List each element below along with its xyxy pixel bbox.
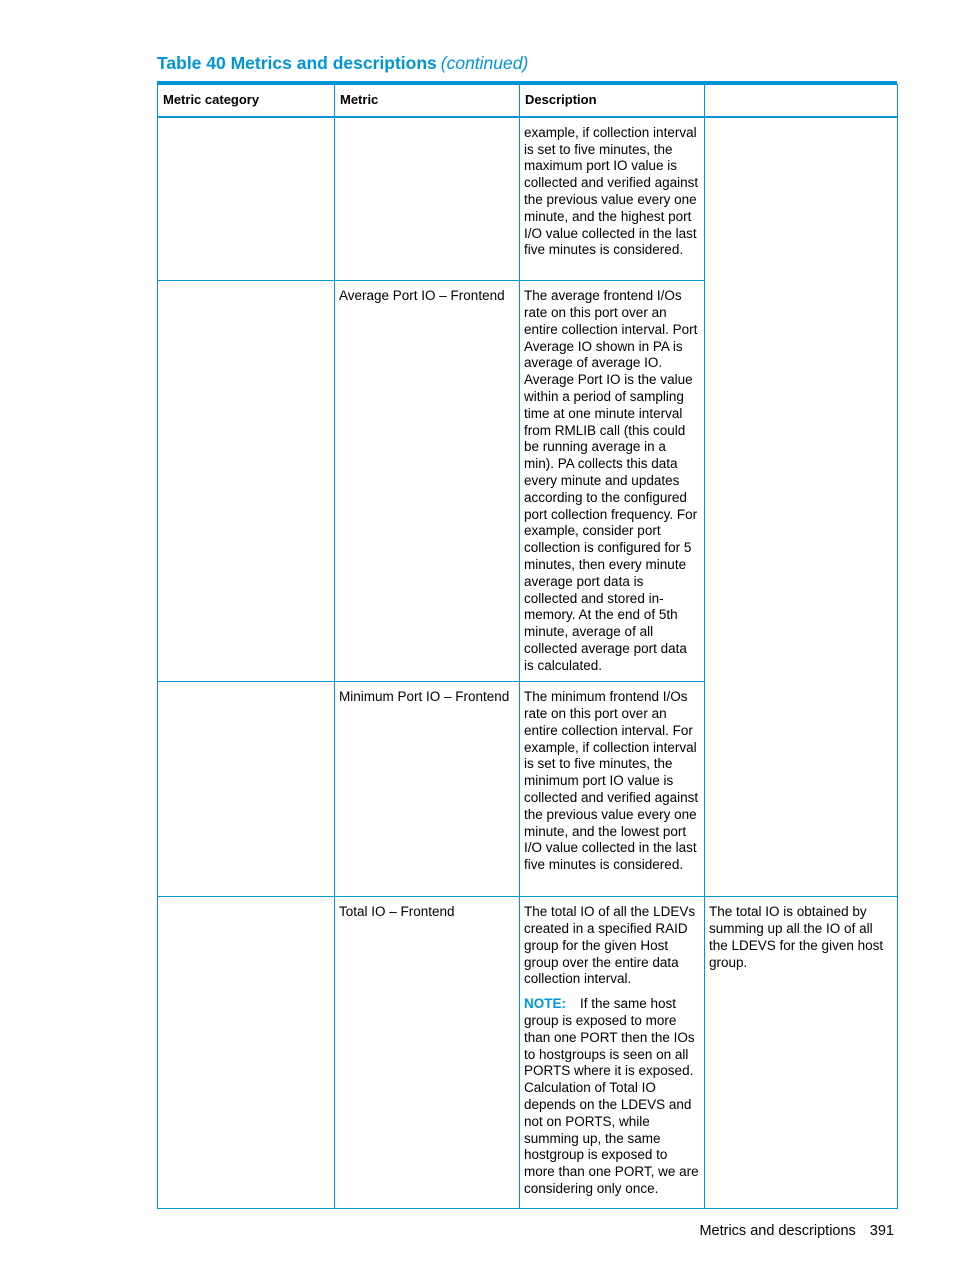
cell-category — [158, 117, 335, 281]
cell-metric: Total IO – Frontend — [335, 897, 520, 1209]
header-metric-category: Metric category — [158, 85, 335, 117]
cell-description — [520, 897, 705, 1209]
cell-category — [158, 897, 335, 1209]
cell-description: The average frontend I/Os rate on this port over an entire collection interval. Port Average IO shown in PA is average of average IO. Average Port IO is the value within a period of sampling time at one minute interval from RMLIB call (this could be running average in a min). PA collects this data every minute and updates according to the configured port collection frequency. For example, consider port collection is configured for 5 minutes, then every minute average port data is collected and stored in-memory. At the end of 5th minute, average of all collected average port data is calculated. — [520, 281, 705, 682]
cell-description: example, if collection interval is set to five minutes, the maximum port IO value is collected and verified against the previous value every one minute, and the highest port I/O value collected in the last five minutes is considered. — [520, 117, 705, 281]
table-caption-continued: (continued) — [440, 53, 529, 73]
cell-metric: Minimum Port IO – Frontend — [335, 682, 520, 897]
header-extra — [705, 85, 898, 117]
table-caption-title: Table 40 Metrics and descriptions — [157, 53, 437, 73]
page-footer — [699, 1223, 894, 1239]
header-metric: Metric — [335, 85, 520, 117]
table-caption — [157, 53, 528, 74]
cell-category — [158, 281, 335, 682]
table-row — [158, 117, 898, 281]
cell-description: The minimum frontend I/Os rate on this port over an entire collection interval. For example, if collection interval is set to five minutes, the minimum port IO value is collected and verified against the previous value every one minute, and the lowest port I/O value collected in the last five minutes is considered. — [520, 682, 705, 897]
description-text: The total IO of all the LDEVs created in a specified RAID group for the given Host group over the entire data collection interval. — [524, 904, 696, 987]
table-row — [158, 897, 898, 1209]
table-header-row — [158, 85, 898, 117]
header-description: Description — [520, 85, 705, 117]
cell-category — [158, 682, 335, 897]
cell-metric — [335, 117, 520, 281]
cell-extra-merged — [705, 117, 898, 897]
page-number: 391 — [869, 1223, 894, 1239]
note-text: If the same host group is exposed to more than one PORT then the IOs to hostgroups is seen on all PORTS where it is exposed. Calculation of Total IO depends on the LDEVS and not on PORTS, while summing up, the same hostgroup is exposed to more than one PORT, we are considering only once. — [524, 996, 699, 1197]
cell-metric: Average Port IO – Frontend — [335, 281, 520, 682]
note-label: NOTE: — [524, 996, 566, 1012]
cell-extra: The total IO is obtained by summing up all the IO of all the LDEVS for the given host group. — [705, 897, 898, 1209]
metrics-table — [157, 84, 898, 1209]
footer-section-title: Metrics and descriptions — [699, 1223, 856, 1239]
note-block — [524, 996, 699, 1198]
